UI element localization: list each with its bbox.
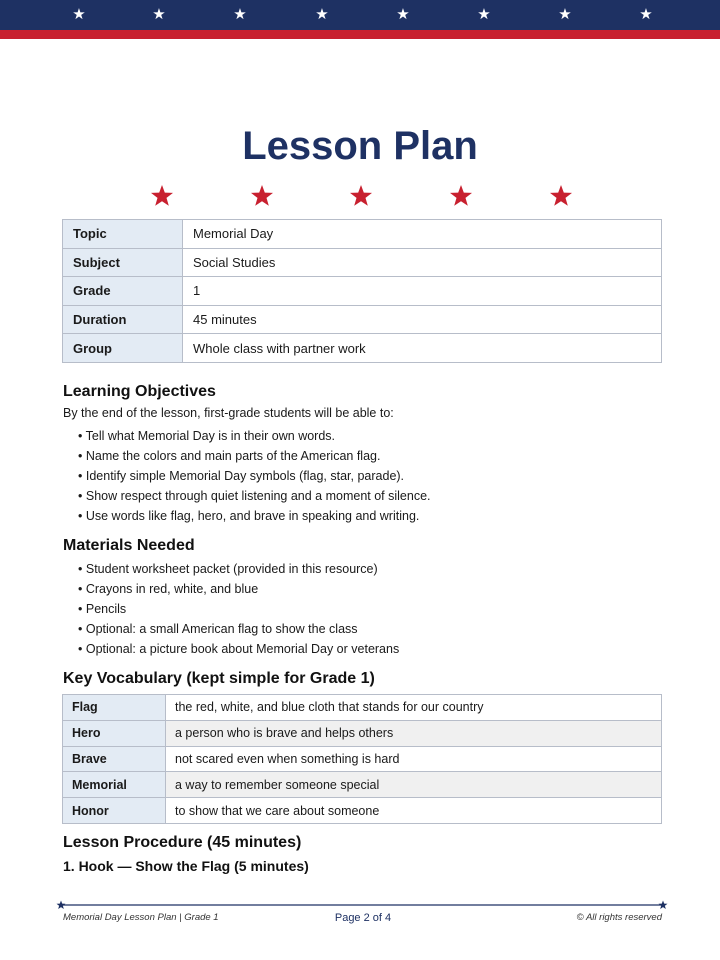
table-row <box>63 746 662 772</box>
lesson-info-table <box>62 219 662 363</box>
red-star-icon <box>349 184 373 208</box>
list-item: • Pencils <box>78 599 399 619</box>
vocab-word: Brave <box>63 746 166 772</box>
vocab-meaning: not scared even when something is hard <box>166 746 662 772</box>
materials-list <box>78 559 399 659</box>
info-value: 45 minutes <box>183 305 662 334</box>
info-label: Subject <box>63 248 183 277</box>
info-label: Group <box>63 334 183 363</box>
table-row <box>63 220 662 249</box>
white-star-icon: ★ <box>558 6 572 23</box>
red-star-icon <box>449 184 473 208</box>
objectives-heading: Learning Objectives <box>63 383 216 400</box>
info-value: 1 <box>183 277 662 306</box>
info-value: Social Studies <box>183 248 662 277</box>
table-row <box>63 334 662 363</box>
vocab-word: Hero <box>63 720 166 746</box>
white-star-icon: ★ <box>315 6 329 23</box>
list-item: • Show respect through quiet listening and a moment of silence. <box>78 486 431 506</box>
white-star-icon: ★ <box>477 6 491 23</box>
table-row <box>63 305 662 334</box>
list-item: • Use words like flag, hero, and brave in speaking and writing. <box>78 506 431 526</box>
info-label: Duration <box>63 305 183 334</box>
red-star-icon <box>250 184 274 208</box>
table-row <box>63 798 662 824</box>
vocabulary-table <box>62 694 662 824</box>
footer-star-icon <box>659 901 668 910</box>
table-row <box>63 248 662 277</box>
info-value: Memorial Day <box>183 220 662 249</box>
vocab-word: Flag <box>63 695 166 721</box>
decorative-star-row <box>0 184 720 210</box>
procedure-step-heading: 1. Hook — Show the Flag (5 minutes) <box>63 858 309 874</box>
list-item: • Crayons in red, white, and blue <box>78 579 399 599</box>
page-title: Lesson Plan <box>242 124 478 168</box>
objectives-intro: By the end of the lesson, first-grade students will be able to: <box>63 406 394 420</box>
red-star-icon <box>150 184 174 208</box>
list-item: • Name the colors and main parts of the American flag. <box>78 446 431 466</box>
info-value: Whole class with partner work <box>183 334 662 363</box>
vocab-word: Honor <box>63 798 166 824</box>
list-item: • Optional: a small American flag to show the class <box>78 619 399 639</box>
vocab-meaning: the red, white, and blue cloth that stands for our country <box>166 695 662 721</box>
info-label: Topic <box>63 220 183 249</box>
white-star-icon: ★ <box>639 6 653 23</box>
white-star-icon: ★ <box>396 6 410 23</box>
footer-copyright: © All rights reserved <box>576 912 662 923</box>
list-item: • Identify simple Memorial Day symbols (flag, star, parade). <box>78 466 431 486</box>
band-red-stripe <box>0 30 720 39</box>
table-row <box>63 277 662 306</box>
materials-heading: Materials Needed <box>63 537 195 554</box>
footer-star-icon <box>57 901 66 910</box>
footer-divider <box>56 900 668 910</box>
table-row <box>63 720 662 746</box>
footer-page-number: Page 2 of 4 <box>334 912 392 924</box>
vocab-meaning: to show that we care about someone <box>166 798 662 824</box>
table-row <box>63 772 662 798</box>
procedure-heading: Lesson Procedure (45 minutes) <box>63 834 302 851</box>
list-item: • Student worksheet packet (provided in this resource) <box>78 559 399 579</box>
info-label: Grade <box>63 277 183 306</box>
vocabulary-heading: Key Vocabulary (kept simple for Grade 1) <box>63 670 375 687</box>
white-star-icon: ★ <box>152 6 166 23</box>
white-star-icon: ★ <box>233 6 247 23</box>
objectives-list <box>78 426 431 526</box>
white-star-icon: ★ <box>72 6 86 23</box>
table-row <box>63 695 662 721</box>
top-flag-band <box>0 0 720 43</box>
footer-document-title: Memorial Day Lesson Plan | Grade 1 <box>63 912 219 923</box>
vocab-meaning: a way to remember someone special <box>166 772 662 798</box>
vocab-meaning: a person who is brave and helps others <box>166 720 662 746</box>
red-star-icon <box>549 184 573 208</box>
list-item: • Tell what Memorial Day is in their own words. <box>78 426 431 446</box>
vocab-word: Memorial <box>63 772 166 798</box>
list-item: • Optional: a picture book about Memorial Day or veterans <box>78 639 399 659</box>
band-blue-stripe <box>0 0 720 30</box>
